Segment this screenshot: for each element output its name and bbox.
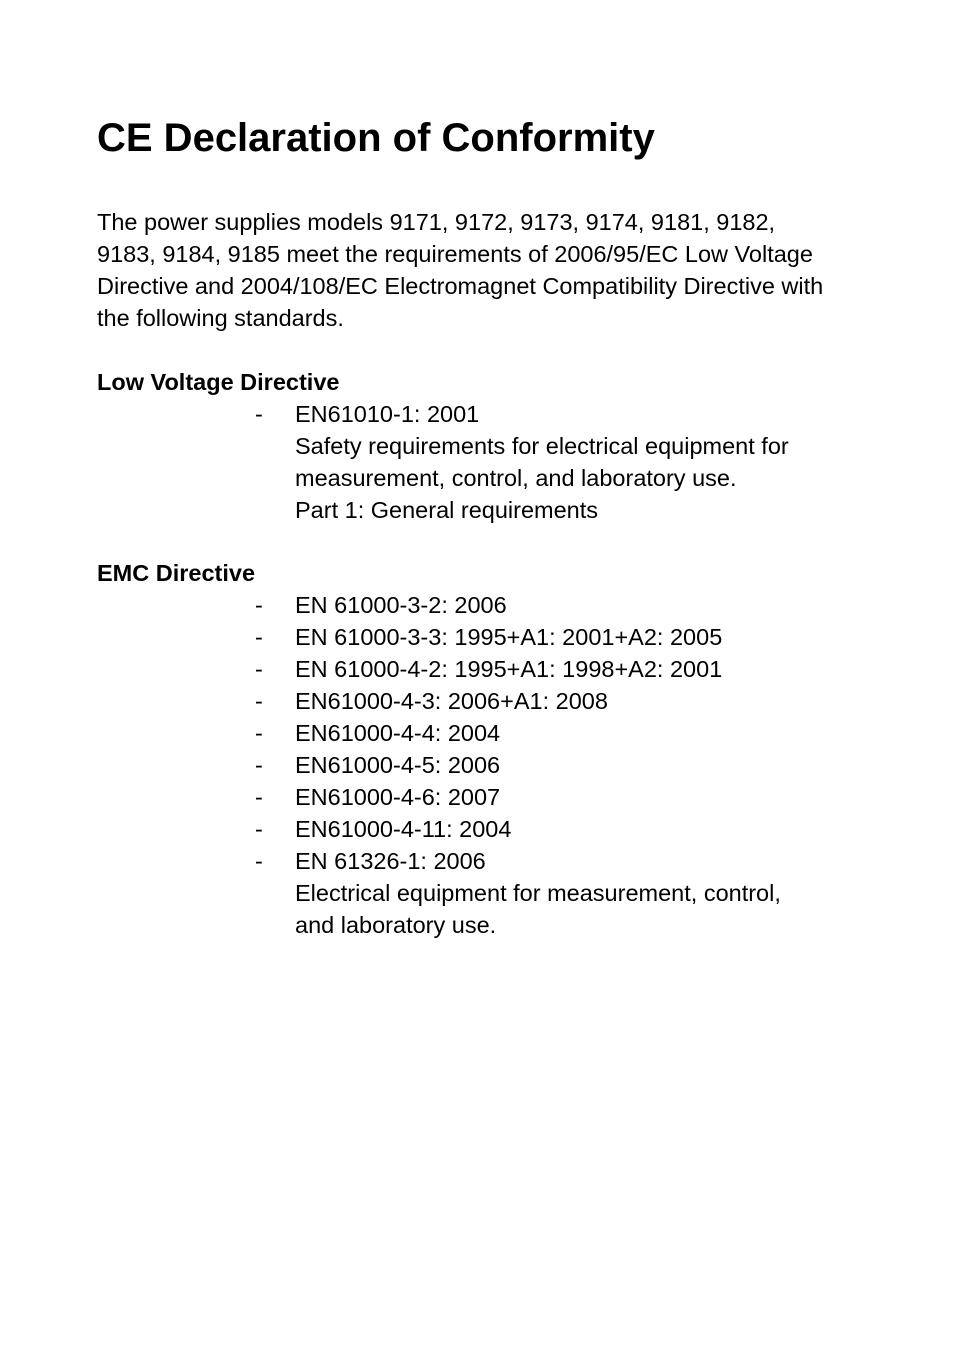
standard-description: Electrical equipment for measurement, control, bbox=[295, 880, 781, 906]
intro-paragraph: The power supplies models 9171, 9172, 9173, 9174, 9181, 9182, 9183, 9184, 9185 meet the requirements of 2006/95/EC Low Voltage Directive and 2004/108/EC Electromagnet Compatibility Directive with the following standards. bbox=[97, 209, 824, 331]
standard-code: EN61000-4-11: 2004 bbox=[295, 816, 512, 842]
standard-code: EN 61000-3-2: 2006 bbox=[295, 592, 507, 618]
list-dash: - bbox=[255, 401, 263, 427]
standard-code: EN61000-4-4: 2004 bbox=[295, 720, 501, 746]
standard-code: EN61000-4-6: 2007 bbox=[295, 784, 501, 810]
standard-item bbox=[97, 781, 781, 813]
emc-heading: EMC Directive bbox=[97, 560, 256, 586]
standard-description: Safety requirements for electrical equipment for bbox=[295, 433, 789, 459]
list-dash: - bbox=[255, 784, 263, 810]
list-dash: - bbox=[255, 720, 263, 746]
standard-code: EN61000-4-5: 2006 bbox=[295, 752, 501, 778]
list-dash: - bbox=[255, 624, 263, 650]
standard-code: EN 61326-1: 2006 bbox=[295, 848, 486, 874]
standard-item bbox=[97, 653, 781, 685]
list-dash: - bbox=[255, 848, 263, 874]
low-voltage-heading: Low Voltage Directive bbox=[97, 369, 340, 395]
standard-item bbox=[97, 685, 781, 717]
standard-item bbox=[97, 589, 781, 621]
emc-standards-list bbox=[97, 589, 781, 941]
standard-item bbox=[97, 813, 781, 845]
list-dash: - bbox=[255, 752, 263, 778]
standard-item bbox=[97, 621, 781, 653]
standard-item bbox=[97, 845, 781, 941]
standard-code: EN 61000-3-3: 1995+A1: 2001+A2: 2005 bbox=[295, 624, 723, 650]
standard-description: measurement, control, and laboratory use. bbox=[295, 465, 737, 491]
standard-description: and laboratory use. bbox=[295, 912, 497, 938]
standard-description: Part 1: General requirements bbox=[295, 497, 599, 523]
page-title: CE Declaration of Conformity bbox=[97, 116, 655, 160]
list-dash: - bbox=[255, 816, 263, 842]
list-dash: - bbox=[255, 592, 263, 618]
low-voltage-standards-list bbox=[97, 398, 789, 526]
standard-item bbox=[97, 398, 789, 526]
standard-code: EN61000-4-3: 2006+A1: 2008 bbox=[295, 688, 608, 714]
standard-code: EN 61000-4-2: 1995+A1: 1998+A2: 2001 bbox=[295, 656, 723, 682]
list-dash: - bbox=[255, 688, 263, 714]
standard-code: EN61010-1: 2001 bbox=[295, 401, 480, 427]
standard-item bbox=[97, 717, 781, 749]
list-dash: - bbox=[255, 656, 263, 682]
standard-item bbox=[97, 749, 781, 781]
